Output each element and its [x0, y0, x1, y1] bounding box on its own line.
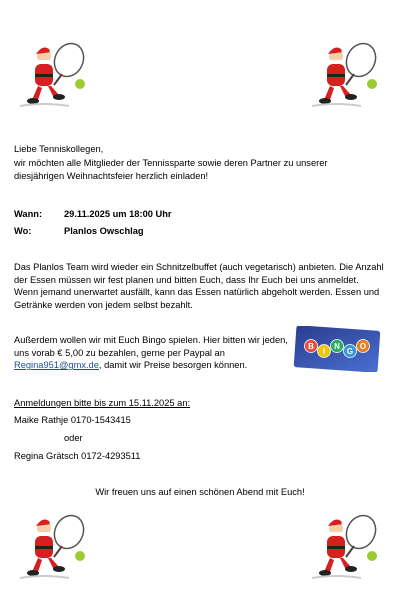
buffet-paragraph: Das Planlos Team wird wieder ein Schnitzelbuffet (auch vegetarisch) anbieten. Die Anzahl der Essen müssen wir fest planen und bitten Euch, dass Ihr Euch bei uns anmeldet. Wenn jemand unerwartet ausfällt, kann das Essen natürlich abgeholt werden. Essen und Getränke werden von jedem selbst bezahlt.	[14, 262, 384, 310]
greeting: Liebe Tenniskollegen,	[14, 144, 104, 154]
bingo-letter: O	[359, 342, 367, 351]
bingo-letter: G	[346, 347, 354, 356]
bingo-text-after: , damit wir Preise besorgen können.	[98, 360, 248, 371]
or-text: oder	[64, 433, 83, 443]
when-value: 29.11.2025 um 18:00 Uhr	[64, 209, 172, 219]
contact-2: Regina Grätsch 0172-4293511	[14, 451, 141, 461]
bingo-text-before: Außerdem wollen wir mit Euch Bingo spielen. Hier bitten wir jeden, uns vorab € 5,00 zu bezahlen, gerne per Paypal an	[14, 335, 288, 358]
email-link[interactable]: Regina951@gmx.de	[14, 360, 99, 371]
santa-tennis-icon	[14, 40, 92, 108]
where-label: Wo:	[14, 226, 32, 236]
where-value: Planlos Owschlag	[64, 226, 144, 236]
registration-heading: Anmeldungen bitte bis zum 15.11.2025 an:	[14, 398, 191, 408]
santa-tennis-icon	[306, 40, 384, 108]
contact-1: Maike Rathje 0170-1543415	[14, 415, 131, 425]
intro-paragraph: wir möchten alle Mitglieder der Tennissparte sowie deren Partner zu unserer diesjährigen Weihnachtsfeier herzlich einladen!	[14, 158, 328, 181]
when-label: Wann:	[14, 209, 43, 219]
santa-tennis-icon	[14, 512, 92, 580]
closing-line: Wir freuen uns auf einen schönen Abend mit Euch!	[95, 487, 305, 497]
bingo-image	[293, 326, 381, 372]
bingo-letter: N	[334, 342, 340, 351]
bingo-paragraph	[14, 334, 288, 372]
santa-tennis-icon	[306, 512, 384, 580]
bingo-letter: I	[322, 347, 326, 356]
bingo-letter: B	[308, 342, 314, 351]
